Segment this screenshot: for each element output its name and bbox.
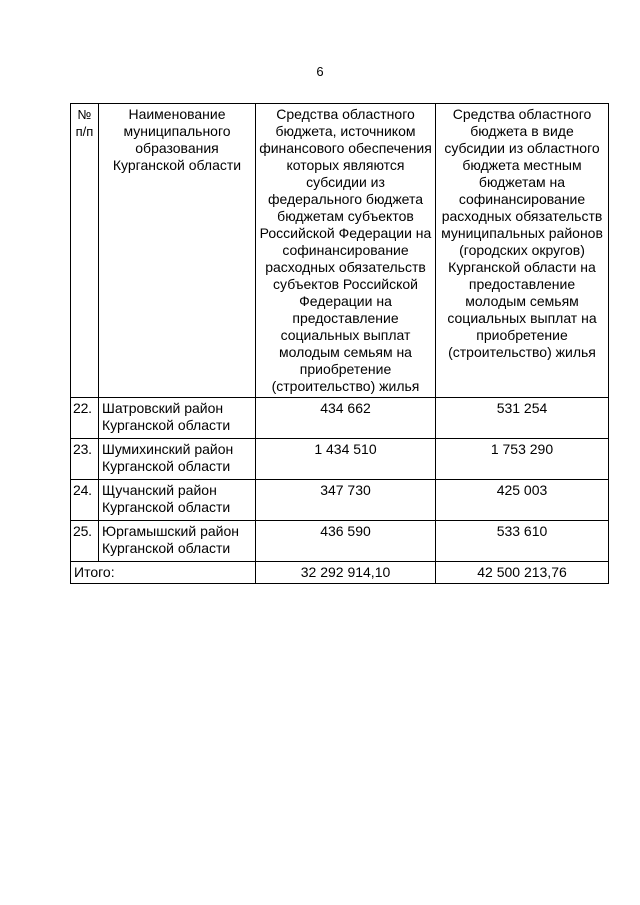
table-row: [71, 521, 609, 562]
header-regional-funds: Средства областного бюджета, источником финансового обеспечения которых являются субсидии из федерального бюджета бюджетам субъектов Российской Федерации на софинансирование расходных обязательств субъектов Российской Федерации на предоставление социальных выплат молодым семьям на приобретение (строительство) жилья: [256, 104, 436, 398]
table-total-row: [71, 562, 609, 584]
row-regional-value: 434 662: [256, 398, 436, 439]
table-row: [71, 439, 609, 480]
table-header-row: [71, 104, 609, 398]
total-label: Итого:: [71, 562, 256, 584]
row-number: 25.: [71, 521, 99, 562]
table-row: [71, 480, 609, 521]
row-municipality: Шумихинский район Курганской области: [99, 439, 256, 480]
page-number: 6: [316, 64, 324, 79]
row-regional-value: 1 434 510: [256, 439, 436, 480]
row-subsidy-value: 533 610: [436, 521, 609, 562]
row-regional-value: 436 590: [256, 521, 436, 562]
header-municipality: Наименование муниципального образования Курганской области: [99, 104, 256, 398]
row-number: 23.: [71, 439, 99, 480]
table-row: [71, 398, 609, 439]
row-regional-value: 347 730: [256, 480, 436, 521]
row-municipality: Щучанский район Курганской области: [99, 480, 256, 521]
header-subsidy-funds: Средства областного бюджета в виде субсидии из областного бюджета местным бюджетам на софинансирование расходных обязательств муниципальных районов (городских округов) Курганской области на предоставление молодым семьям социальных выплат на приобретение (строительство) жилья: [436, 104, 609, 398]
header-number: № п/п: [71, 104, 99, 398]
row-number: 24.: [71, 480, 99, 521]
row-municipality: Юргамышский район Курганской области: [99, 521, 256, 562]
row-subsidy-value: 531 254: [436, 398, 609, 439]
total-regional-value: 32 292 914,10: [256, 562, 436, 584]
row-subsidy-value: 1 753 290: [436, 439, 609, 480]
row-number: 22.: [71, 398, 99, 439]
budget-table: [70, 103, 609, 584]
row-municipality: Шатровский район Курганской области: [99, 398, 256, 439]
total-subsidy-value: 42 500 213,76: [436, 562, 609, 584]
row-subsidy-value: 425 003: [436, 480, 609, 521]
